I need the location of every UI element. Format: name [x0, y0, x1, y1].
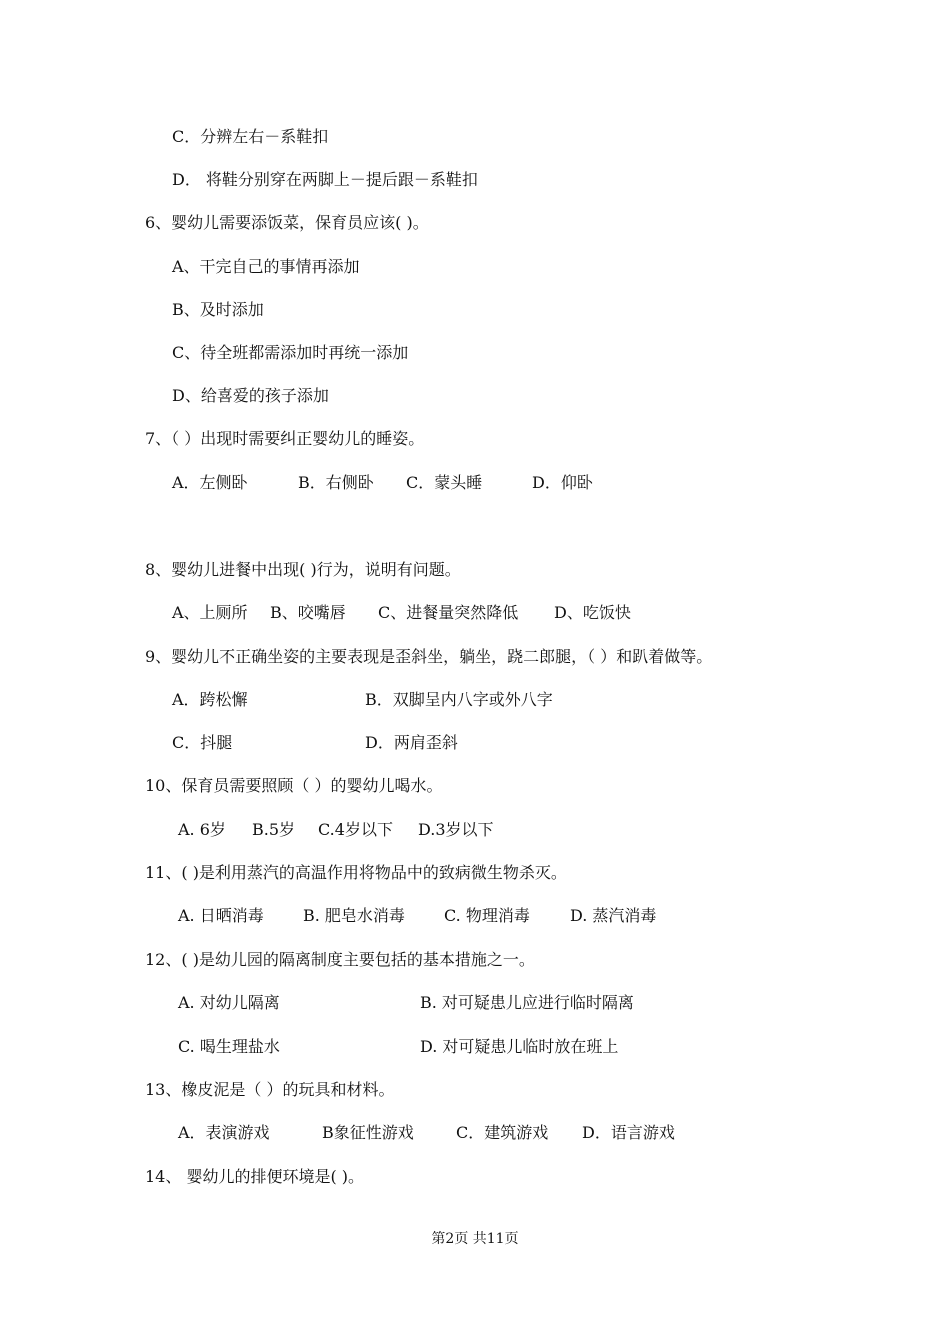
question-12: 12、( )是幼儿园的隔离制度主要包括的基本措施之一。: [145, 950, 535, 969]
question-6: 6、婴幼儿需要添饭菜，保育员应该( )。: [145, 213, 429, 232]
q6-option-d: D、给喜爱的孩子添加: [172, 386, 329, 405]
q7-option-d: D．仰卧: [532, 473, 593, 492]
q11-option-a: A. 日晒消毒: [178, 906, 264, 925]
q12-option-a: A. 对幼儿隔离: [178, 993, 280, 1012]
q8-option-b: B、咬嘴唇: [270, 603, 346, 622]
q7-option-a: A．左侧卧: [172, 473, 248, 492]
question-8: 8、婴幼儿进餐中出现( )行为，说明有问题。: [145, 560, 461, 579]
q5-option-c: C．分辨左右－系鞋扣: [172, 127, 329, 146]
q12-option-b: B. 对可疑患儿应进行临时隔离: [420, 993, 634, 1012]
q13-option-c: C．建筑游戏: [456, 1123, 549, 1142]
q9-option-b: B．双脚呈内八字或外八字: [365, 690, 553, 709]
q13-option-d: D．语言游戏: [582, 1123, 675, 1142]
q8-option-d: D、吃饭快: [554, 603, 631, 622]
q9-option-c: C．抖腿: [172, 733, 233, 752]
q5-option-d: D． 将鞋分别穿在两脚上－提后跟－系鞋扣: [172, 170, 478, 189]
q6-option-b: B、及时添加: [172, 300, 264, 319]
q9-option-a: A．跨松懈: [172, 690, 248, 709]
page-footer: 第2页 共11页: [431, 1231, 519, 1247]
question-7: 7、（ ）出现时需要纠正婴幼儿的睡姿。: [145, 429, 425, 448]
q10-option-c: C.4岁以下: [318, 820, 393, 839]
q7-option-b: B．右侧卧: [298, 473, 374, 492]
question-14: 14、 婴幼儿的排便环境是( )。: [145, 1167, 365, 1186]
q13-option-b: B象征性游戏: [322, 1123, 414, 1142]
q9-option-d: D．两肩歪斜: [365, 733, 458, 752]
question-10: 10、保育员需要照顾（ ）的婴幼儿喝水。: [145, 776, 443, 795]
q12-option-c: C. 喝生理盐水: [178, 1037, 280, 1056]
question-13: 13、橡皮泥是（ ）的玩具和材料。: [145, 1080, 395, 1099]
q6-option-a: A、干完自己的事情再添加: [172, 257, 360, 276]
question-9: 9、婴幼儿不正确坐姿的主要表现是歪斜坐，躺坐，跷二郎腿，（ ）和趴着做等。: [145, 647, 713, 666]
q8-option-c: C、进餐量突然降低: [378, 603, 519, 622]
q12-option-d: D. 对可疑患儿临时放在班上: [420, 1037, 619, 1056]
q13-option-a: A．表演游戏: [178, 1123, 270, 1142]
q11-option-c: C. 物理消毒: [444, 906, 530, 925]
question-11: 11、( )是利用蒸汽的高温作用将物品中的致病微生物杀灭。: [145, 863, 567, 882]
q7-option-c: C．蒙头睡: [406, 473, 483, 492]
q11-option-b: B. 肥皂水消毒: [303, 906, 405, 925]
q8-option-a: A、上厕所: [172, 603, 248, 622]
q10-option-a: A. 6岁: [178, 820, 226, 839]
q6-option-c: C、待全班都需添加时再统一添加: [172, 343, 409, 362]
q10-option-b: B.5岁: [252, 820, 296, 839]
q10-option-d: D.3岁以下: [418, 820, 494, 839]
q11-option-d: D. 蒸汽消毒: [570, 906, 657, 925]
